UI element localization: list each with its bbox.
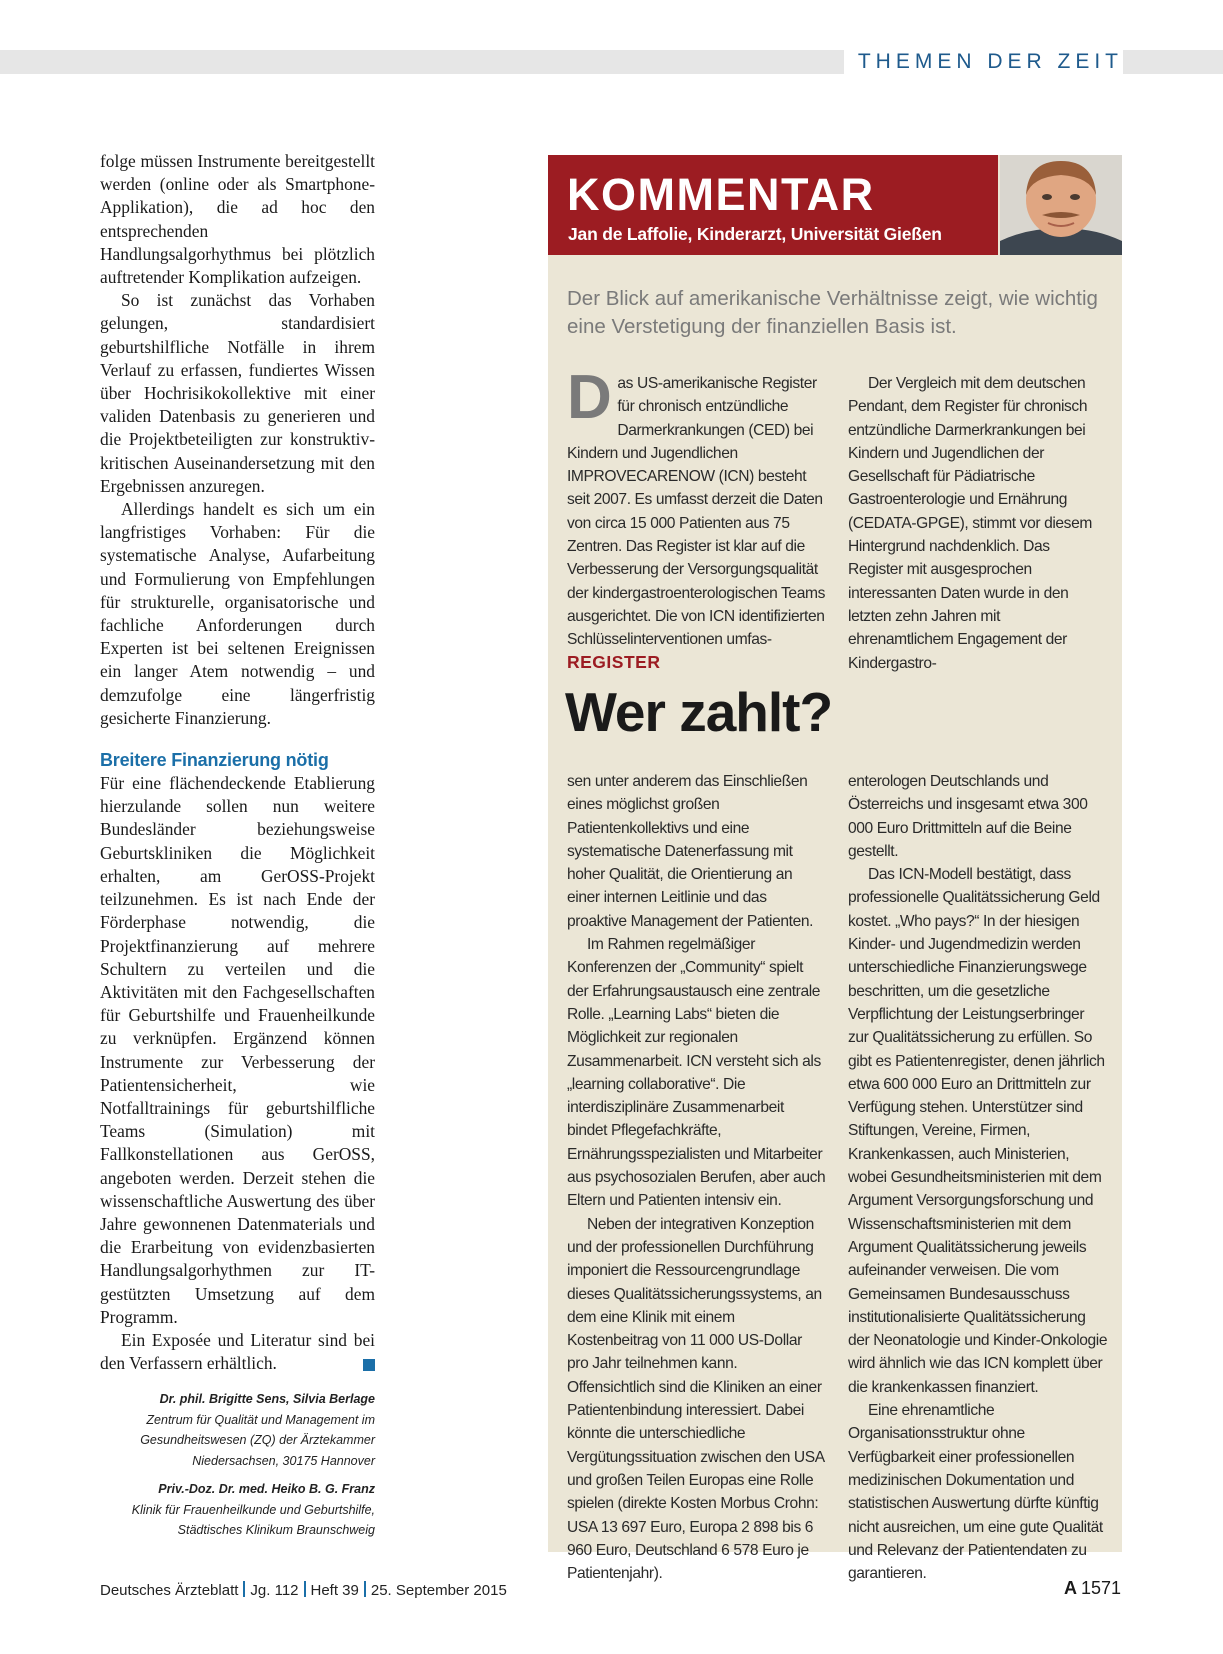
paragraph: Das ICN-Modell bestätigt, dass professionelle Qualitätssicherung Geld kostet. „Who pays?“ In der hiesigen Kinder- und Jugendmedizin werden unterschiedliche Finanzierungswege beschritten, um die gesetzliche Verpflichtung der Leistungserbringer zur Qualitätssicherung zu erfüllen. So gibt es Patientenregister, denen jährlich etwa 600 000 Euro an Drittmitteln zur Verfügung stehen. Unterstützer sind Stiftungen, Vereine, Firmen, Krankenkassen, auch Ministerien, wobei Gesundheitsministerien mit dem Argument Versorgungsforschung und Wissenschaftsministerien mit dem Argument Qualitätssicherung jeweils aufeinander verweisen. Die vom Gemeinsamen Bundesausschuss institutionalisierte Qualitätssicherung der Neonatologie und Kinder-Onkologie wird ähnlich wie das ICN komplett über die krankenkassen finanziert.: [848, 866, 1108, 1396]
issue: Heft 39: [310, 1582, 359, 1599]
journal-name: Deutsches Ärzteblatt: [100, 1582, 239, 1599]
commentary-kicker: KOMMENTAR: [567, 169, 875, 220]
affiliation-line: Städtisches Klinikum Braunschweig: [177, 1523, 375, 1538]
commentary-lead: Der Blick auf amerikanische Verhältnisse zeigt, wie wichtig eine Verstetigung der finanziellen Basis ist.: [567, 287, 1098, 338]
paragraph: Der Vergleich mit dem deutschen Pendant, dem Register für chronisch entzündliche Darmerkrankungen bei Kindern und Jugendlichen der Gesellschaft für Pädiatrische Gastroenterologie und Ernährung (CEDATA-GPGE), stimmt vor diesem Hintergrund nachdenklich. Das Register mit ausgesprochen interessanten Daten wurde in den letzten zehn Jahren mit ehrenamtlichem Engagement der Kindergastro-: [848, 375, 1092, 672]
paragraph: sen unter anderem das Einschließen eines möglichst großen Patientenkollektivs und eine systematische Datenerfassung mit hoher Qualität, die Orientierung an einer internen Leitlinie und das proaktive Management der Patienten.: [567, 773, 814, 930]
paragraph: [567, 363, 827, 652]
headline: Wer zahlt?: [565, 681, 833, 743]
header-bar: [0, 50, 1223, 74]
affiliation-line: Gesundheitswesen (ZQ) der Ärztekammer: [140, 1433, 375, 1448]
paragraph: Allerdings handelt es sich um ein langfristiges Vorhaben: Für die systematische Analyse, Aufarbeitung und Formulierung von Empfehlungen für strukturelle, organisatorische und fachliche Anforderungen durch Experten ist bei seltenen Ereignissen ein langer Atem notwendig – und demzufolge eine längerfristig gesicherte Finanzierung.: [100, 499, 375, 728]
paragraph: So ist zunächst das Vorhaben gelungen, standardisiert geburtshilfliche Notfälle in ihrem Verlauf zu erfassen, fundiertes Wissen über Hochrisikokollektive mit einer validen Datenbasis zu generieren und die Projektbeteiligten zur konstruktiv-kritischen Auseinandersetzung mit den Ergebnissen anzuregen.: [100, 290, 375, 496]
separator: [304, 1581, 306, 1597]
paragraph: Neben der integrativen Konzeption und der professionellen Durchführung imponiert die Ressourcengrundlage dieses Qualitätssicherungssystems, an dem eine Klinik mit einem Kostenbeitrag von 11 000 US-Dollar pro Jahr teilnehmen kann. Offensichtlich sind die Kliniken an einer Patientenbindung interessiert. Dabei könnte die unterschiedliche Vergütungssituation zwischen den USA und großen Teilen Europas eine Rolle spielen (direkte Kosten Morbus Crohn: USA 13 697 Euro, Europa 2 898 bis 6 960 Euro, Deutschland 6 578 Euro je Patientenjahr).: [567, 1215, 824, 1583]
page-number-value: 1571: [1080, 1578, 1121, 1598]
commentary-column-2-bottom: [848, 770, 1108, 1585]
footer: [100, 1581, 507, 1599]
issue-date: 25. September 2015: [370, 1582, 507, 1599]
separator: [243, 1581, 245, 1597]
author-block: [100, 1479, 375, 1541]
volume: Jg. 112: [250, 1582, 299, 1599]
author-name: Dr. phil. Brigitte Sens, Silvia Berlage: [159, 1392, 375, 1407]
paragraph: Eine ehrenamtliche Organisationsstruktur ohne Verfügbarkeit einer professionellen medizinischen Dokumentation und statistischen Auswertung dürfte künftig nicht ausreichen, um eine gute Qualität und Relevanz der Patientendaten zu garantieren.: [848, 1402, 1103, 1583]
subheading: Breitere Finanzierung nötig: [100, 750, 329, 771]
section-title: THEMEN DER ZEIT: [844, 50, 1123, 74]
separator: [364, 1581, 366, 1597]
section-kicker: REGISTER: [567, 652, 661, 672]
paragraph-text: as US-amerikanische Register für chronisch entzündliche Darmerkrankungen (CED) bei Kindern und Jugendlichen IMPROVECARENOW (ICN) besteht seit 2007. Es umfasst derzeit die Daten von circa 15 000 Patienten aus 75 Zentren. Das Register ist klar auf die Verbesserung der Versorgungsqualität der kindergastroenterologischen Teams ausgerichtet. Die von ICN identifizierten Schlüsselinterventionen umfas-: [567, 375, 825, 649]
commentary-header: [548, 155, 998, 255]
paragraph: folge müssen Instrumente bereitgestellt werden (online oder als Smartphone-Applikation), die ad hoc den entsprechenden Handlungsalgorhythmus bei plötzlich auftretender Komplikation aufzeigen.: [100, 151, 375, 288]
paragraph: [100, 1329, 375, 1375]
paragraph-text: Ein Exposée und Literatur sind bei den Verfassern erhältlich.: [100, 1329, 375, 1374]
author-name: Priv.-Doz. Dr. med. Heiko B. G. Franz: [158, 1482, 375, 1497]
commentary-column-1-bottom: [567, 770, 827, 1585]
left-column: [100, 150, 375, 1549]
commentary-byline: Jan de Laffolie, Kinderarzt, Universität Gießen: [568, 224, 942, 244]
portrait-image: [1000, 155, 1122, 255]
page-number: [1064, 1578, 1121, 1599]
paragraph: enterologen Deutschlands und Österreichs und insgesamt etwa 300 000 Euro Drittmitteln auf die Beine gestellt.: [848, 773, 1088, 860]
commentary-column-1-top: [567, 363, 827, 652]
affiliation-line: Niedersachsen, 30175 Hannover: [192, 1453, 375, 1468]
author-photo: [1000, 155, 1122, 255]
page-prefix: A: [1063, 1578, 1077, 1598]
commentary-column-2-top: [848, 372, 1108, 675]
affiliation-line: Klinik für Frauenheilkunde und Geburtshilfe,: [131, 1502, 375, 1517]
author-block: [100, 1389, 375, 1471]
drop-cap: D: [567, 363, 612, 432]
end-mark-icon: [363, 1359, 375, 1371]
author-info: [100, 1389, 375, 1541]
affiliation-line: Zentrum für Qualität und Management im: [146, 1412, 375, 1427]
paragraph: Im Rahmen regelmäßiger Konferenzen der „Community“ spielt der Erfahrungsaustausch eine zentrale Rolle. „Learning Labs“ bieten die Möglichkeit zur regionalen Zusammenarbeit. ICN versteht sich als „learning collaborative“. Die interdisziplinäre Zusammenarbeit bindet Pflegefachkräfte, Ernährungsspezialisten und Mitarbeiter aus psychosozialen Berufen, aber auch Eltern und Patienten intensiv ein.: [567, 936, 826, 1210]
paragraph: Für eine flächendeckende Etablierung hierzulande sollen nun weitere Bundesländer beziehungsweise Geburtskliniken die Möglichkeit erhalten, am GerOSS-Projekt teilzunehmen. Es ist nach Ende der Förderphase notwendig, die Projektfinanzierung auf mehrere Schultern zu verteilen und die Aktivitäten mit den Fachgesellschaften für Geburtshilfe und Frauenheilkunde zu verknüpfen. Ergänzend können Instrumente zur Verbesserung der Patientensicherheit, wie Notfalltrainings für geburtshilfliche Teams (Simulation) mit Fallkonstellationen aus GerOSS, angeboten werden. Derzeit stehen die wissenschaftliche Auswertung des über Jahre gewonnenen Datenmaterials und die Erarbeitung von evidenzbasierten Handlungsalgorhythmen zur IT-gestützten Umsetzung auf dem Programm.: [100, 773, 375, 1327]
